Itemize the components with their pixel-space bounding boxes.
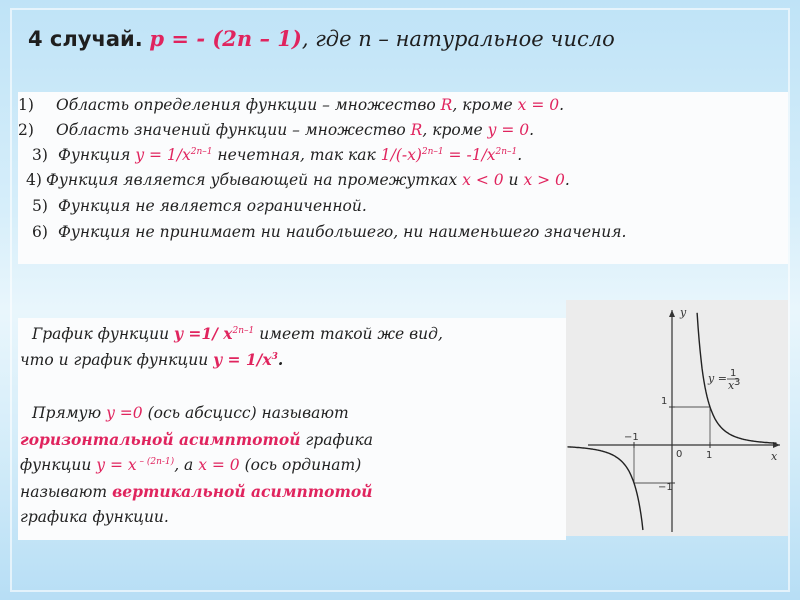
guide-negative	[634, 445, 672, 483]
curve-formula-label	[707, 368, 740, 392]
y-axis-label: y	[680, 306, 687, 319]
svg-text:3: 3	[734, 377, 741, 388]
property-item: 1) Область определения функции – множество R, кроме x = 0.	[18, 96, 565, 114]
svg-text:x: x	[728, 379, 735, 392]
explanation-panel	[18, 318, 566, 540]
function-graph	[566, 300, 788, 536]
svg-text:y =: y =	[708, 372, 727, 385]
slide-title	[28, 26, 615, 51]
x-tick-label-1: 1	[706, 450, 713, 461]
y-tick-label-1: 1	[661, 396, 668, 407]
title-case-number: 4 случай.	[28, 27, 143, 51]
curve-negative-branch	[568, 447, 643, 530]
y-axis-arrow	[669, 310, 675, 317]
asymptote-text-line-5: графика функции.	[20, 508, 169, 526]
asymptote-text-line-1: Прямую y =0 (ось абсцисс) называют	[32, 404, 349, 422]
vertical-asymptote-term: вертикальной асимптотой	[112, 482, 373, 501]
asymptote-text-line-3: функции y = x $^{- (2n-1)}$, а x = 0 (ось ординат)	[20, 456, 362, 474]
origin-label: 0	[676, 449, 683, 460]
property-number: 3)	[32, 146, 48, 164]
guide-positive	[672, 407, 710, 445]
graph-text-line-1: График функции y =1/ $x^{2n-1}$ имеет такой же вид,	[32, 324, 443, 343]
property-number: 1)	[18, 96, 34, 114]
property-item: 6) Функция не принимает ни наибольшего, ни наименьшего значения.	[32, 223, 627, 241]
graph-text-line-2: что и график функции $y = 1/x^3$.	[20, 350, 284, 369]
properties-panel	[18, 92, 788, 264]
graph-svg	[566, 300, 788, 536]
property-number: 4)	[26, 171, 42, 189]
x-tick-label-minus-1: −1	[624, 432, 639, 443]
x-axis-label: x	[771, 450, 778, 463]
y-tick-label-minus-1: −1	[658, 482, 673, 493]
property-number: 6)	[32, 223, 48, 241]
title-condition: , где n – натуральное число	[301, 27, 615, 51]
asymptote-text-line-4: называют вертикальной асимптотой	[20, 482, 373, 501]
property-item: 4) Функция является убывающей на промежутках x < 0 и x > 0.	[26, 171, 570, 189]
property-item: 5) Функция не является ограниченной.	[32, 197, 367, 215]
property-number: 5)	[32, 197, 48, 215]
horizontal-asymptote-term: горизонтальной асимптотой	[20, 430, 301, 449]
svg-text:1: 1	[730, 368, 737, 379]
property-number: 2)	[18, 121, 34, 139]
property-item: 2) Область значений функции – множество R, кроме y = 0.	[18, 121, 535, 139]
asymptote-text-line-2: горизонтальной асимптотой графика	[20, 430, 374, 449]
title-formula: р = - (2n – 1)	[149, 26, 302, 51]
property-item: 3) Функция $y = 1/x^{2n-1}$ нечетная, так как $1/(-x)^{2n-1} = -1/x^{2n-1}$.	[32, 146, 523, 164]
